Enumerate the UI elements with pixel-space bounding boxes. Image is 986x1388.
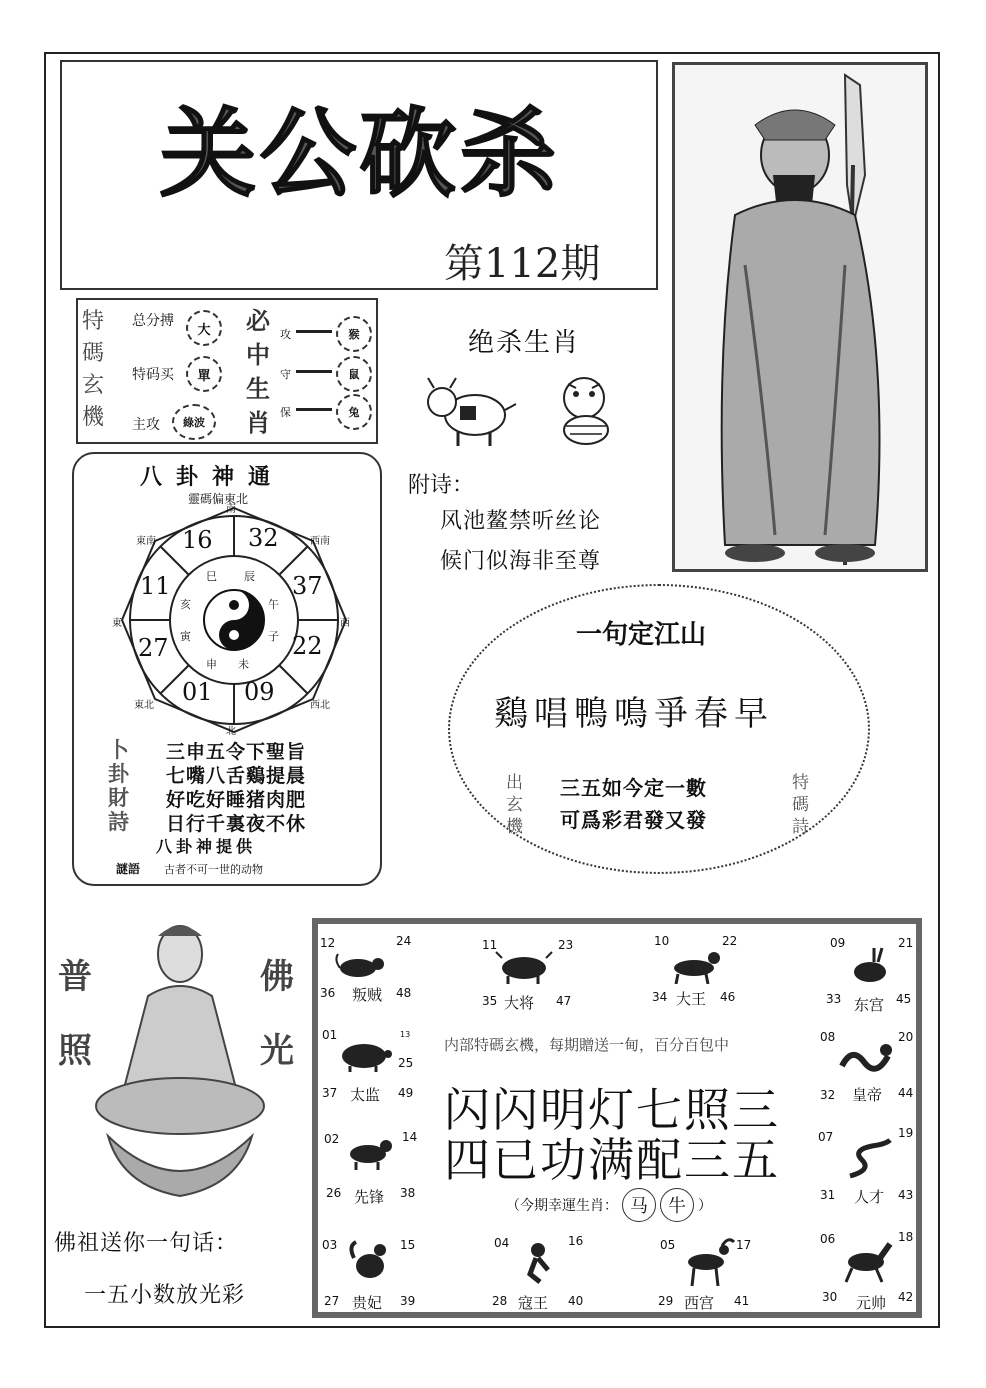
zodiac-number: 17 bbox=[736, 1238, 752, 1252]
oval-right-label bbox=[792, 772, 809, 838]
lucky-badge: 马 bbox=[622, 1188, 656, 1222]
zodiac-number: 45 bbox=[896, 992, 912, 1006]
zodiac-name: 皇帝 bbox=[852, 1086, 883, 1104]
oval-char: 碼 bbox=[792, 795, 809, 815]
oval-poem-line: 可爲彩君發又發 bbox=[560, 808, 707, 832]
bizhong-char: 中 bbox=[246, 340, 270, 369]
zodiac-number: 15 bbox=[400, 1238, 416, 1252]
dir-northwest: 西北 bbox=[310, 700, 330, 711]
zodiac-number: 47 bbox=[556, 994, 572, 1008]
oval-main-line: 鷄唱鴨鳴爭春早 bbox=[494, 694, 774, 734]
buddha-char: 佛 bbox=[260, 957, 294, 997]
side-char: 詩 bbox=[108, 809, 129, 834]
tema-char: 玄 bbox=[82, 373, 105, 398]
zodiac-number: 38 bbox=[400, 1186, 416, 1200]
tema-badge: 單 bbox=[186, 356, 222, 392]
oval-char: 玄 bbox=[506, 795, 523, 815]
bagua-number: 16 bbox=[182, 526, 213, 554]
zodiac-number: 02 bbox=[324, 1132, 340, 1146]
tema-badge: 大 bbox=[186, 310, 222, 346]
snake-icon bbox=[842, 1136, 896, 1182]
lucky-end: ） bbox=[698, 1198, 712, 1214]
bagua-branch: 巳 bbox=[206, 570, 217, 583]
zodiac-number: 28 bbox=[492, 1294, 508, 1308]
bagua-branch: 亥 bbox=[180, 598, 191, 611]
tema-vertical-label bbox=[82, 306, 104, 434]
zodiac-number: 25 bbox=[398, 1056, 414, 1070]
bagua-line: 好吃好睡猪肉肥 bbox=[166, 789, 307, 811]
zodiac-inner-line: 内部特碼玄機，每期贈送一甸，百分百包中 bbox=[444, 1036, 730, 1054]
dir-east: 東 bbox=[112, 618, 122, 629]
bagua-branch: 午 bbox=[268, 598, 279, 611]
zodiac-number: 27 bbox=[324, 1294, 340, 1308]
oval-char: 特 bbox=[792, 773, 809, 793]
monkey-icon bbox=[516, 1240, 556, 1286]
zodiac-number: 43 bbox=[898, 1188, 914, 1202]
oval-char: 機 bbox=[506, 817, 523, 837]
buddha-left-text bbox=[58, 940, 92, 1088]
zodiac-number: 31 bbox=[820, 1188, 836, 1202]
lucky-badge: 牛 bbox=[660, 1188, 694, 1222]
zodiac-name: 叛贼 bbox=[352, 986, 383, 1004]
zodiac-number: 40 bbox=[568, 1294, 584, 1308]
bagua-number: 22 bbox=[292, 632, 323, 660]
bizhong-label bbox=[246, 304, 270, 440]
goat-icon bbox=[680, 1236, 736, 1288]
tema-row bbox=[132, 364, 174, 384]
bagua-number: 01 bbox=[182, 678, 213, 706]
tiger-zodiac-icon bbox=[668, 944, 724, 984]
dir-west: 西 bbox=[340, 618, 350, 629]
horse-icon bbox=[840, 1240, 896, 1284]
zodiac-number: 48 bbox=[396, 986, 412, 1000]
zodiac-number: 20 bbox=[898, 1030, 914, 1044]
zodiac-number: 22 bbox=[722, 934, 738, 948]
tema-row-label: 总分搏 bbox=[132, 313, 174, 329]
zodiac-number: 41 bbox=[734, 1294, 750, 1308]
tema-row-label: 主攻 bbox=[132, 417, 160, 433]
zodiac-name: 大将 bbox=[504, 994, 535, 1012]
tema-row-label: 特码买 bbox=[132, 367, 174, 383]
zodiac-number: 49 bbox=[398, 1086, 414, 1100]
zodiac-number: 39 bbox=[400, 1294, 416, 1308]
juesha-title: 绝杀生肖 bbox=[468, 328, 581, 358]
zodiac-number: 21 bbox=[898, 936, 914, 950]
bagua-branch: 未 bbox=[238, 658, 249, 671]
bagua-line: 七嘴八舌鷄提晨 bbox=[166, 765, 307, 787]
zodiac-number: 35 bbox=[482, 994, 498, 1008]
dir-south: 南 bbox=[226, 504, 236, 515]
rat-icon bbox=[334, 950, 388, 980]
lucky-zodiac bbox=[506, 1188, 712, 1222]
zodiac-number: 13 bbox=[400, 1030, 411, 1039]
bagua-branch: 子 bbox=[268, 630, 279, 643]
lucky-label: （今期幸運生肖： bbox=[506, 1198, 618, 1214]
zodiac-number: 32 bbox=[820, 1088, 836, 1102]
bagua-number: 37 bbox=[292, 572, 323, 600]
zodiac-name: 贵妃 bbox=[352, 1294, 383, 1312]
zodiac-number: 24 bbox=[396, 934, 412, 948]
zodiac-number: 30 bbox=[822, 1290, 838, 1304]
bizhong-char: 必 bbox=[246, 306, 270, 335]
pig-icon bbox=[338, 1038, 394, 1072]
arrow-icon bbox=[296, 330, 332, 333]
oval-char: 詩 bbox=[792, 817, 809, 837]
oval-title: 一句定江山 bbox=[576, 620, 707, 650]
dragon-icon bbox=[838, 1036, 892, 1080]
issue-number: 第112期 bbox=[444, 241, 601, 287]
zodiac-name: 人才 bbox=[854, 1188, 885, 1206]
zodiac-big-line: 四已功满配三五 bbox=[444, 1133, 780, 1187]
arrow-badge: 兔 bbox=[336, 394, 372, 430]
poem-label: 附诗： bbox=[408, 473, 475, 498]
zodiac-number: 34 bbox=[652, 990, 668, 1004]
dir-northeast: 東北 bbox=[134, 700, 154, 711]
bagua-branch: 寅 bbox=[180, 630, 191, 643]
zodiac-number: 23 bbox=[558, 938, 574, 952]
page-title: 关公砍杀 bbox=[160, 97, 560, 210]
zodiac-number: 12 bbox=[320, 936, 336, 950]
riddle-label: 謎語 bbox=[116, 862, 141, 876]
zodiac-number: 29 bbox=[658, 1294, 674, 1308]
oval-char: 出 bbox=[506, 773, 523, 793]
tema-char: 碼 bbox=[82, 341, 105, 366]
zodiac-name: 寇王 bbox=[518, 1294, 549, 1312]
dir-southwest: 西南 bbox=[310, 536, 330, 547]
bizhong-char: 生 bbox=[246, 374, 270, 403]
buddha-char: 普 bbox=[58, 957, 92, 997]
zodiac-number: 19 bbox=[898, 1126, 914, 1140]
poem-line: 风池鳌禁听丝论 bbox=[440, 509, 602, 534]
oval-left-label bbox=[506, 772, 523, 838]
bagua-branch: 辰 bbox=[244, 570, 255, 583]
buddha-char: 光 bbox=[260, 1031, 294, 1071]
dir-southeast: 東南 bbox=[136, 536, 156, 547]
rabbit-icon bbox=[848, 946, 892, 986]
tema-char: 機 bbox=[82, 405, 105, 430]
bagua-number: 09 bbox=[244, 678, 275, 706]
rooster-icon bbox=[346, 1238, 394, 1286]
bagua-number: 32 bbox=[248, 524, 279, 552]
bagua-branch: 申 bbox=[206, 658, 217, 671]
side-char: 卜 bbox=[108, 737, 129, 762]
buddha-icon bbox=[88, 916, 272, 1216]
zodiac-number: 05 bbox=[660, 1238, 676, 1252]
oval-poem-line: 三五如今定一數 bbox=[560, 776, 707, 800]
tema-row bbox=[132, 414, 160, 434]
dog-icon bbox=[344, 1136, 394, 1170]
arrow-icon bbox=[296, 408, 332, 411]
ox-zodiac-icon bbox=[494, 950, 554, 984]
riddle-text: 古者不可一世的动物 bbox=[164, 863, 263, 876]
tema-box bbox=[76, 298, 378, 444]
zodiac-number: 11 bbox=[482, 938, 498, 952]
side-char: 財 bbox=[108, 785, 129, 810]
side-char: 卦 bbox=[108, 761, 129, 786]
arrow-label: 保 bbox=[280, 406, 291, 419]
bagua-number: 11 bbox=[140, 572, 171, 600]
bizhong-char: 肖 bbox=[246, 408, 270, 437]
zodiac-name: 元帅 bbox=[856, 1294, 887, 1312]
zodiac-number: 09 bbox=[830, 936, 846, 950]
buddha-char: 照 bbox=[58, 1031, 92, 1071]
bagua-subtitle: 靈碼偏東北 bbox=[188, 492, 249, 506]
arrow-icon bbox=[296, 370, 332, 373]
zodiac-number: 36 bbox=[320, 986, 336, 1000]
arrow-badge: 鼠 bbox=[336, 356, 372, 392]
arrow-badge: 猴 bbox=[336, 316, 372, 352]
zodiac-number: 18 bbox=[898, 1230, 914, 1244]
ox-icon bbox=[420, 370, 520, 450]
buddha-line: 一五小数放光彩 bbox=[84, 1283, 246, 1308]
dir-north: 北 bbox=[226, 726, 236, 737]
zodiac-number: 42 bbox=[898, 1290, 914, 1304]
zodiac-number: 01 bbox=[322, 1028, 338, 1042]
arrow-label: 攻 bbox=[280, 328, 291, 341]
zodiac-number: 44 bbox=[898, 1086, 914, 1100]
poem-line: 候门似海非至尊 bbox=[440, 549, 602, 574]
tema-row bbox=[132, 310, 174, 330]
bagua-number: 27 bbox=[138, 634, 169, 662]
zodiac-name: 先锋 bbox=[354, 1188, 385, 1206]
bagua-side-label bbox=[108, 738, 129, 834]
tema-badge: 綠波 bbox=[172, 404, 216, 440]
bagua-line: 三申五令下聖旨 bbox=[166, 741, 307, 763]
bagua-footer: 八卦神提供 bbox=[156, 837, 257, 856]
zodiac-name: 东宫 bbox=[854, 996, 885, 1014]
guan-gong-illustration bbox=[672, 62, 928, 572]
zodiac-number: 08 bbox=[820, 1030, 836, 1044]
zodiac-name: 大王 bbox=[676, 990, 707, 1008]
buddha-line: 佛祖送你一句话： bbox=[54, 1231, 239, 1256]
zodiac-number: 10 bbox=[654, 934, 670, 948]
zodiac-number: 37 bbox=[322, 1086, 338, 1100]
tema-char: 特 bbox=[82, 309, 105, 334]
bagua-line: 日行千裏夜不休 bbox=[166, 813, 307, 835]
zodiac-number: 04 bbox=[494, 1236, 510, 1250]
zodiac-big-line: 闪闪明灯七照三 bbox=[444, 1083, 780, 1137]
zodiac-number: 26 bbox=[326, 1186, 342, 1200]
bagua-title: 八卦神通 bbox=[140, 464, 285, 490]
zodiac-number: 16 bbox=[568, 1234, 584, 1248]
zodiac-name: 太监 bbox=[350, 1086, 381, 1104]
bagua-lines bbox=[166, 740, 306, 836]
arrow-label: 守 bbox=[280, 368, 291, 381]
zodiac-number: 07 bbox=[818, 1130, 834, 1144]
zodiac-number: 14 bbox=[402, 1130, 418, 1144]
warrior-figure-icon bbox=[675, 65, 925, 569]
zodiac-number: 06 bbox=[820, 1232, 836, 1246]
zodiac-number: 46 bbox=[720, 990, 736, 1004]
tiger-icon bbox=[546, 372, 626, 448]
zodiac-number: 03 bbox=[322, 1238, 338, 1252]
zodiac-name: 西宫 bbox=[684, 1294, 715, 1312]
zodiac-number: 33 bbox=[826, 992, 842, 1006]
